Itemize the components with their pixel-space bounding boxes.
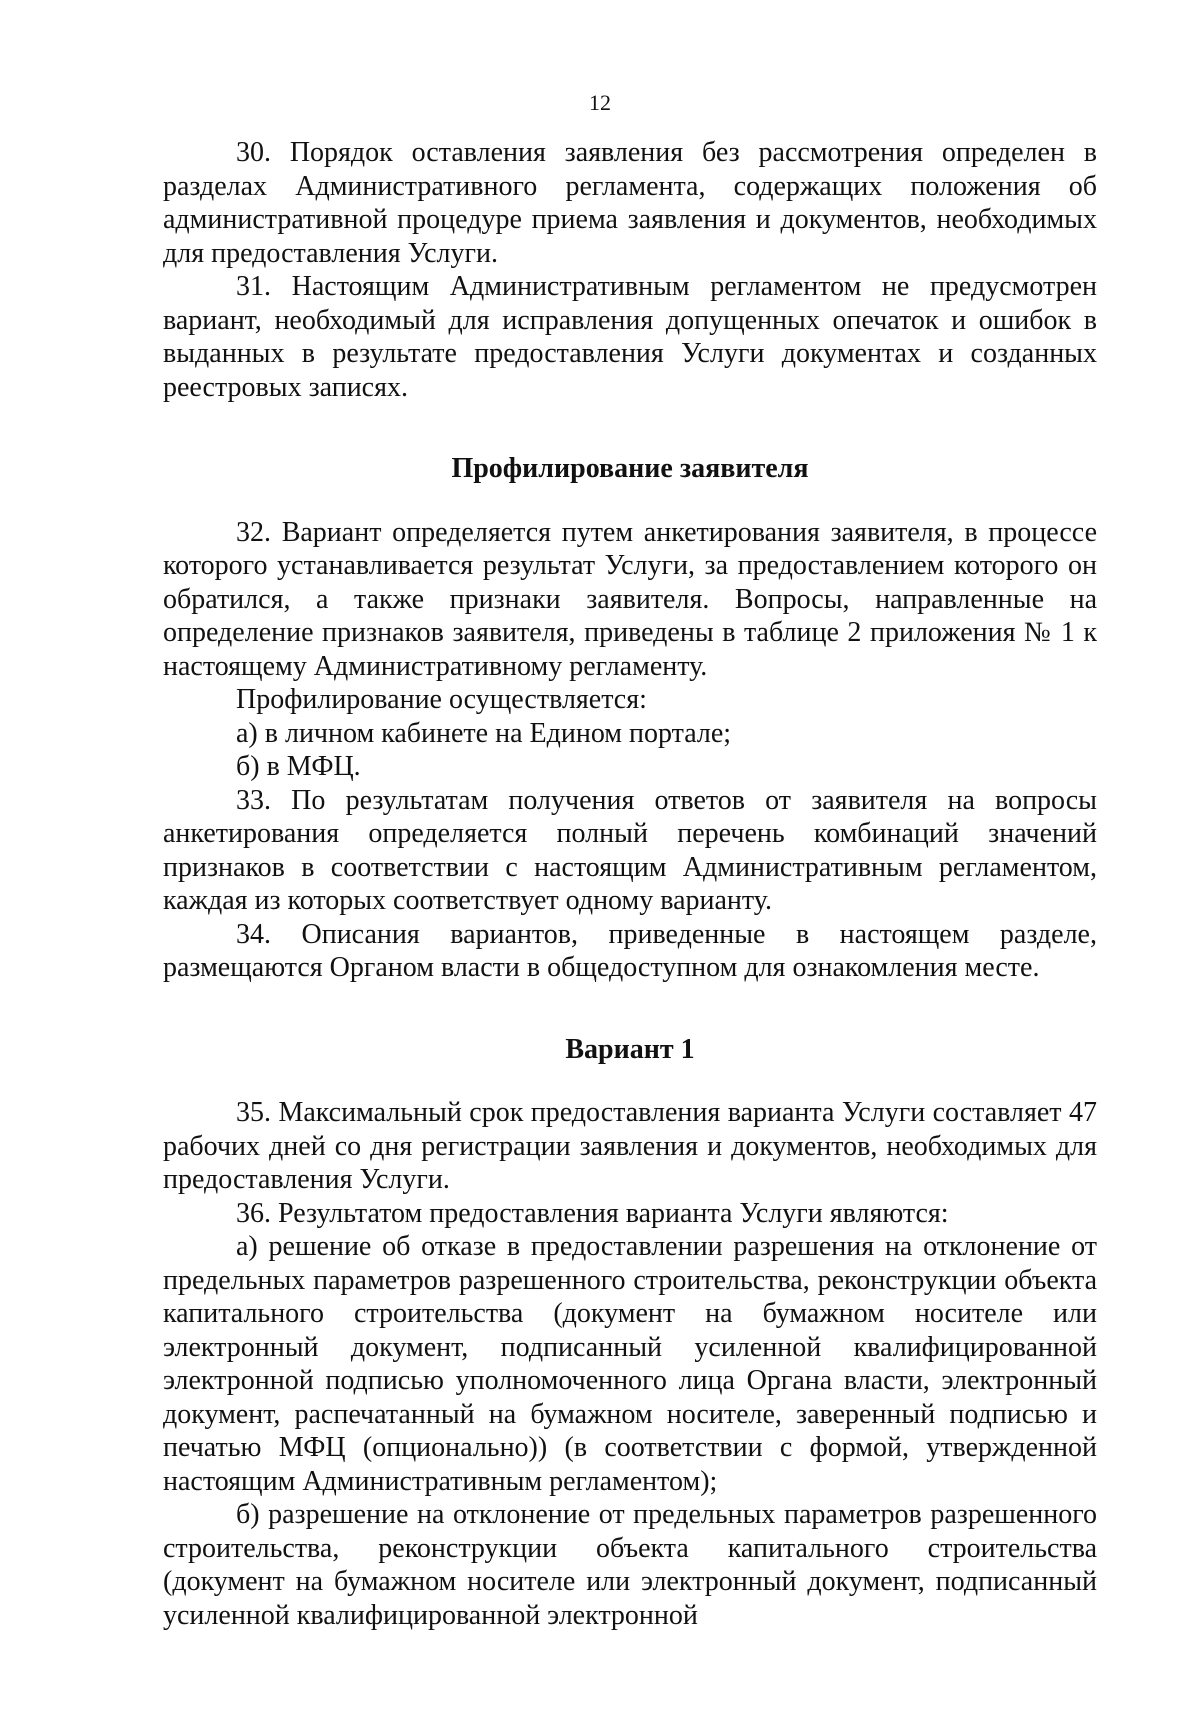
- section-spacer: [163, 1066, 1097, 1096]
- page-number: 12: [589, 90, 611, 115]
- list-item-a: а) в личном кабинете на Едином портале;: [236, 717, 732, 749]
- section-spacer: [163, 985, 1097, 1033]
- section-heading-profiling: Профилирование заявителя: [451, 453, 809, 484]
- list-item-36a: а) решение об отказе в предоставлении разрешения на отклонение от предельных параметров разрешенного строительства, реконструкции объекта капитального строительства (документ на бумажном носителе или электронный документ, подписанный усиленной квалифицированной электронной подписью уполномоченного лица Органа власти, электронный документ, распечатанный на бумажном носителе, заверенный подписью и печатью МФЦ (опционально)) (в соответствии с формой, утвержденной настоящим Административным регламентом);: [163, 1231, 1097, 1497]
- section-spacer: [163, 404, 1097, 452]
- paragraph-32: 32. Вариант определяется путем анкетирования заявителя, в процессе которого устанавливается результат Услуги, за предоставлением которого он обратился, а также признаки заявителя. Вопросы, направленные на определение признаков заявителя, приведены в таблице 2 приложения № 1 к настоящему Административному регламенту.: [163, 516, 1097, 682]
- section-heading-variant-1: Вариант 1: [565, 1033, 695, 1065]
- paragraph-34: 34. Описания вариантов, приведенные в настоящем разделе, размещаются Органом власти в общедоступном для ознакомления месте.: [163, 918, 1097, 983]
- list-item-36b: б) разрешение на отклонение от предельных параметров разрешенного строительства, реконструкции объекта капитального строительства (документ на бумажном носителе или электронный документ, подписанный усиленной квалифицированной электронной: [163, 1499, 1097, 1631]
- paragraph-31: 31. Настоящим Административным регламентом не предусмотрен вариант, необходимый для исправления допущенных опечаток и ошибок в выданных в результате предоставления Услуги документах и созданных реестровых записях.: [163, 271, 1097, 403]
- document-body: [163, 136, 1097, 1632]
- paragraph-35: 35. Максимальный срок предоставления варианта Услуги составляет 47 рабочих дней со дня регистрации заявления и документов, необходимых для предоставления Услуги.: [163, 1097, 1097, 1195]
- section-spacer: [163, 486, 1097, 516]
- paragraph-profiling-intro: Профилирование осуществляется:: [236, 684, 647, 715]
- paragraph-36: 36. Результатом предоставления варианта Услуги являются:: [236, 1197, 949, 1229]
- paragraph-30: 30. Порядок оставления заявления без рассмотрения определен в разделах Административного регламента, содержащих положения об административной процедуре приема заявления и документов, необходимых для предоставления Услуги.: [163, 137, 1097, 269]
- list-item-b: б) в МФЦ.: [236, 751, 361, 782]
- paragraph-33: 33. По результатам получения ответов от заявителя на вопросы анкетирования определяется полный перечень комбинаций значений признаков в соответствии с настоящим Административным регламентом, каждая из которых соответствует одному варианту.: [163, 784, 1097, 916]
